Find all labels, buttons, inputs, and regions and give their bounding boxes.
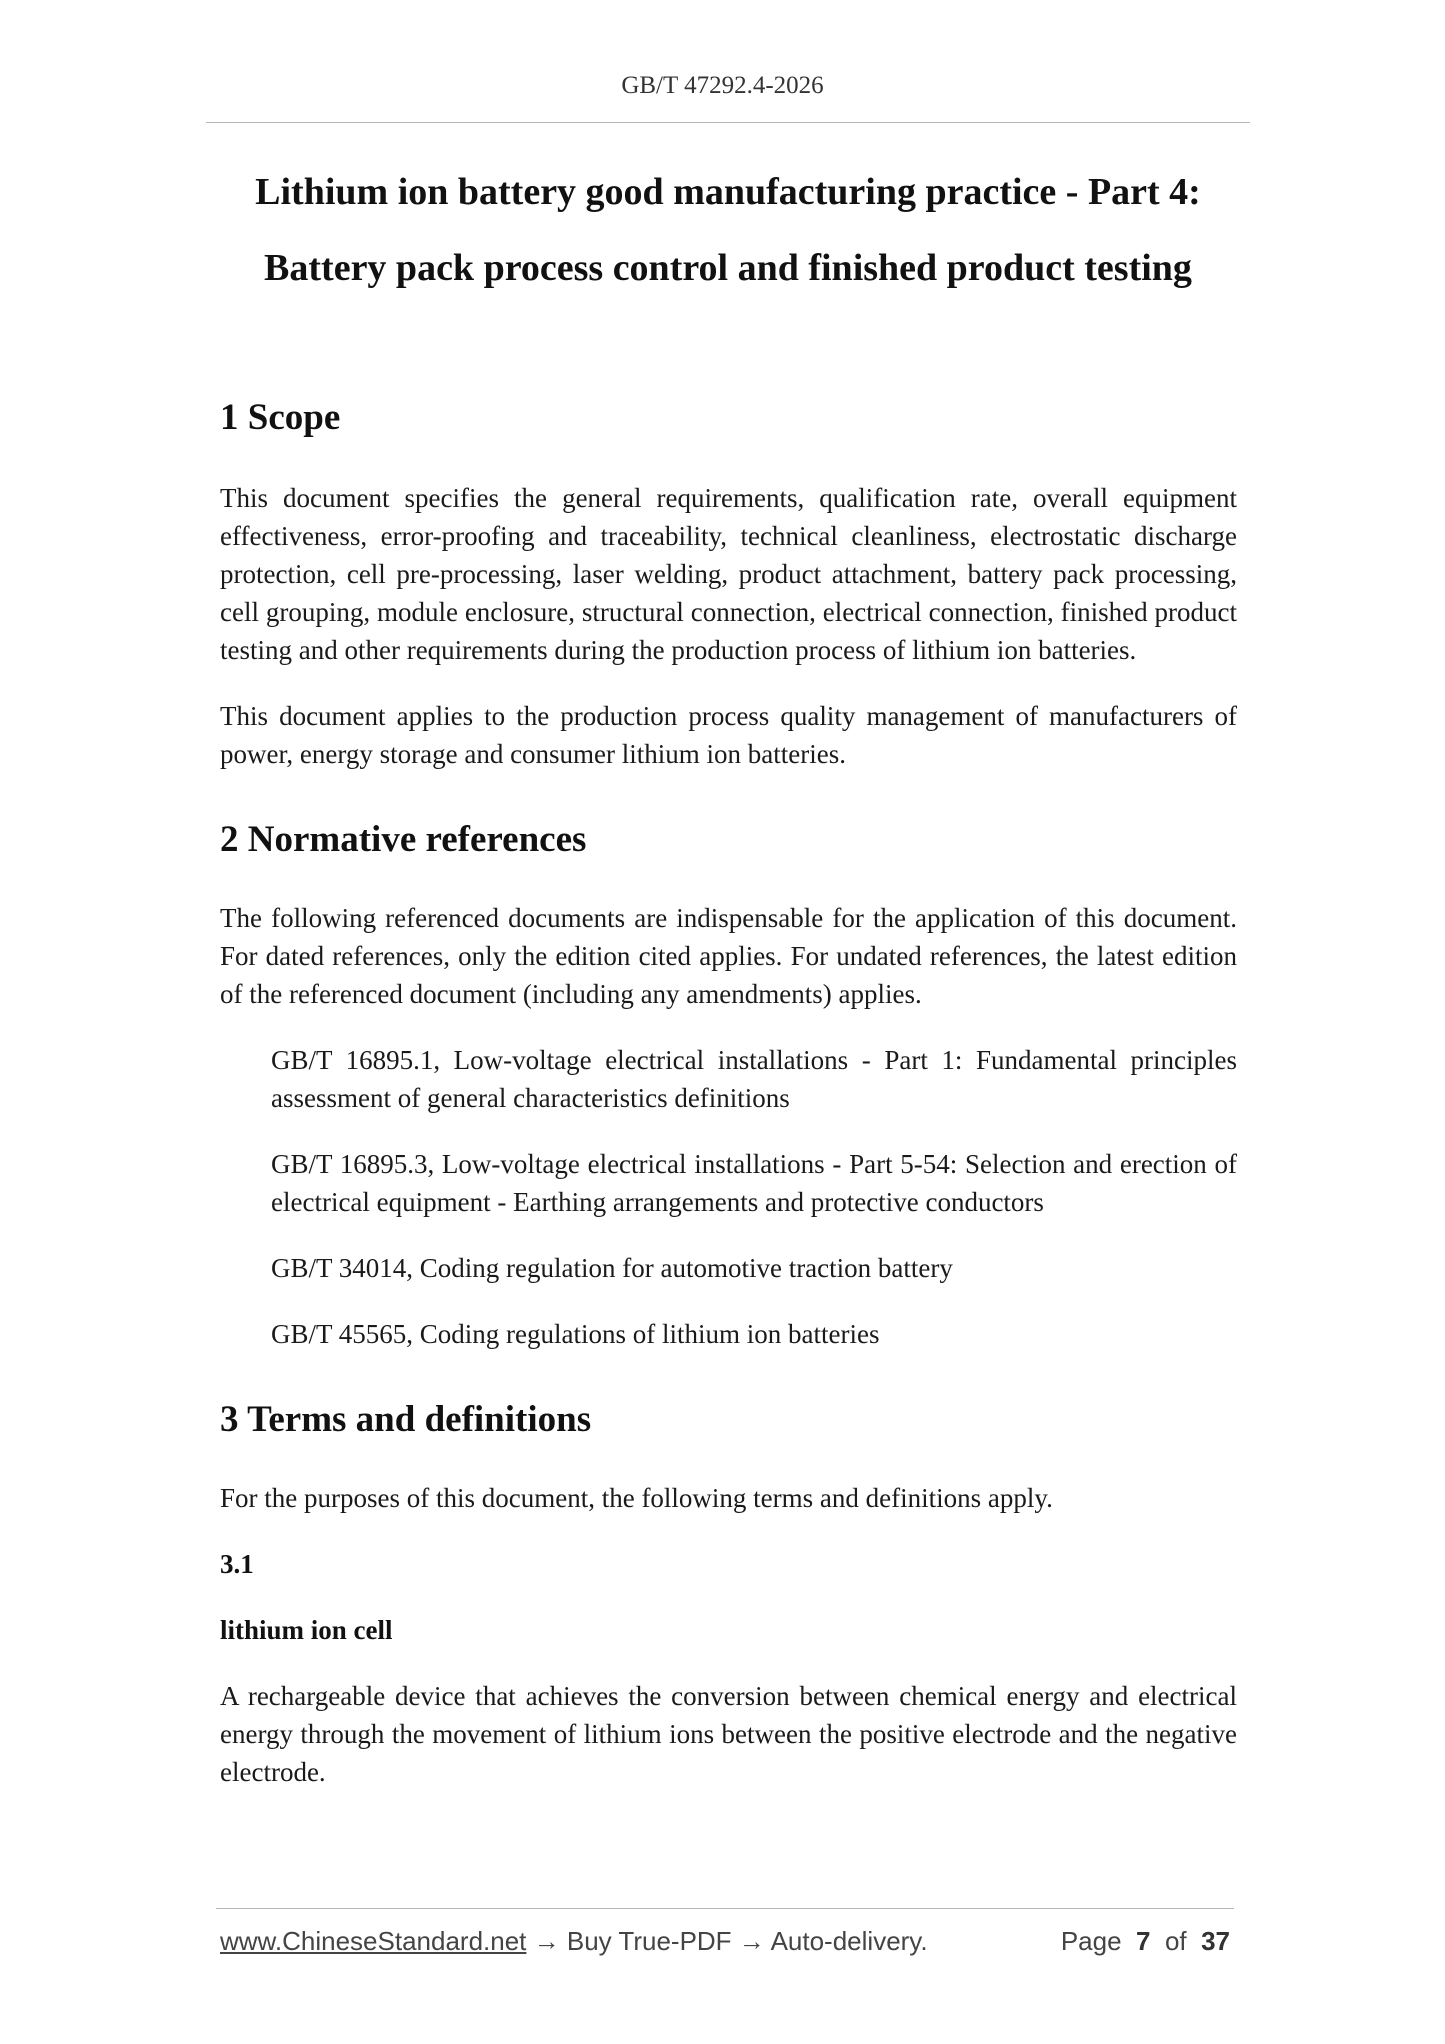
footer-promo [220, 1926, 928, 1957]
page-indicator [1061, 1926, 1230, 1957]
chinesestandard-link[interactable]: www.ChineseStandard.net [220, 1926, 527, 1956]
scope-paragraph-1: This document specifies the general requirements, qualification rate, overall equipment effectiveness, error-proofing and traceability, technical cleanliness, electrostatic discharge protection, cell pre-processing, laser welding, product attachment, battery pack processing, cell grouping, module enclosure, structural connection, electrical connection, finished product testing and other requirements during the production process of lithium ion batteries. [220, 483, 1237, 665]
page-footer [220, 1926, 1230, 1962]
page-word: Page [1060, 1926, 1122, 1956]
section-heading-scope: 1 Scope [220, 397, 341, 438]
footer-tagline: → Buy True-PDF → Auto-delivery. [526, 1926, 928, 1956]
total-pages: 37 [1201, 1926, 1230, 1956]
document-title-line-1: Lithium ion battery good manufacturing practice - Part 4: [255, 171, 1201, 213]
term-definition: A rechargeable device that achieves the conversion between chemical energy and electrical energy through the movement of lithium ions between the positive electrode and the negative electrode. [220, 1681, 1237, 1787]
terms-intro: For the purposes of this document, the following terms and definitions apply. [220, 1483, 1053, 1513]
document-title-line-2: Battery pack process control and finished product testing [264, 247, 1192, 289]
reference-item: GB/T 16895.3, Low-voltage electrical installations - Part 5-54: Selection and erection of electrical equipment - Earthing arrangements and protective conductors [271, 1149, 1237, 1217]
reference-item: GB/T 45565, Coding regulations of lithium ion batteries [271, 1319, 880, 1349]
document-body [220, 393, 1237, 1791]
header-standard-code: GB/T 47292.4-2026 [621, 72, 824, 99]
footer-divider [216, 1908, 1234, 1909]
header-divider [206, 122, 1250, 123]
reference-item: GB/T 16895.1, Low-voltage electrical installations - Part 1: Fundamental principles assessment of general characteristics definitions [271, 1045, 1237, 1113]
term-number: 3.1 [220, 1549, 254, 1579]
scope-paragraph-2: This document applies to the production process quality management of manufacturers of power, energy storage and consumer lithium ion batteries. [220, 701, 1237, 769]
page-number: 7 [1136, 1926, 1151, 1956]
reference-item: GB/T 34014, Coding regulation for automotive traction battery [271, 1253, 953, 1283]
of-word: of [1164, 1926, 1187, 1956]
section-heading-normative-references: 2 Normative references [220, 819, 587, 860]
term-name: lithium ion cell [220, 1615, 393, 1645]
normative-intro: The following referenced documents are indispensable for the application of this document. For dated references, only the edition cited applies. For undated references, the latest edition of the referenced document (including any amendments) applies. [220, 903, 1237, 1009]
section-heading-terms-definitions: 3 Terms and definitions [220, 1399, 592, 1440]
